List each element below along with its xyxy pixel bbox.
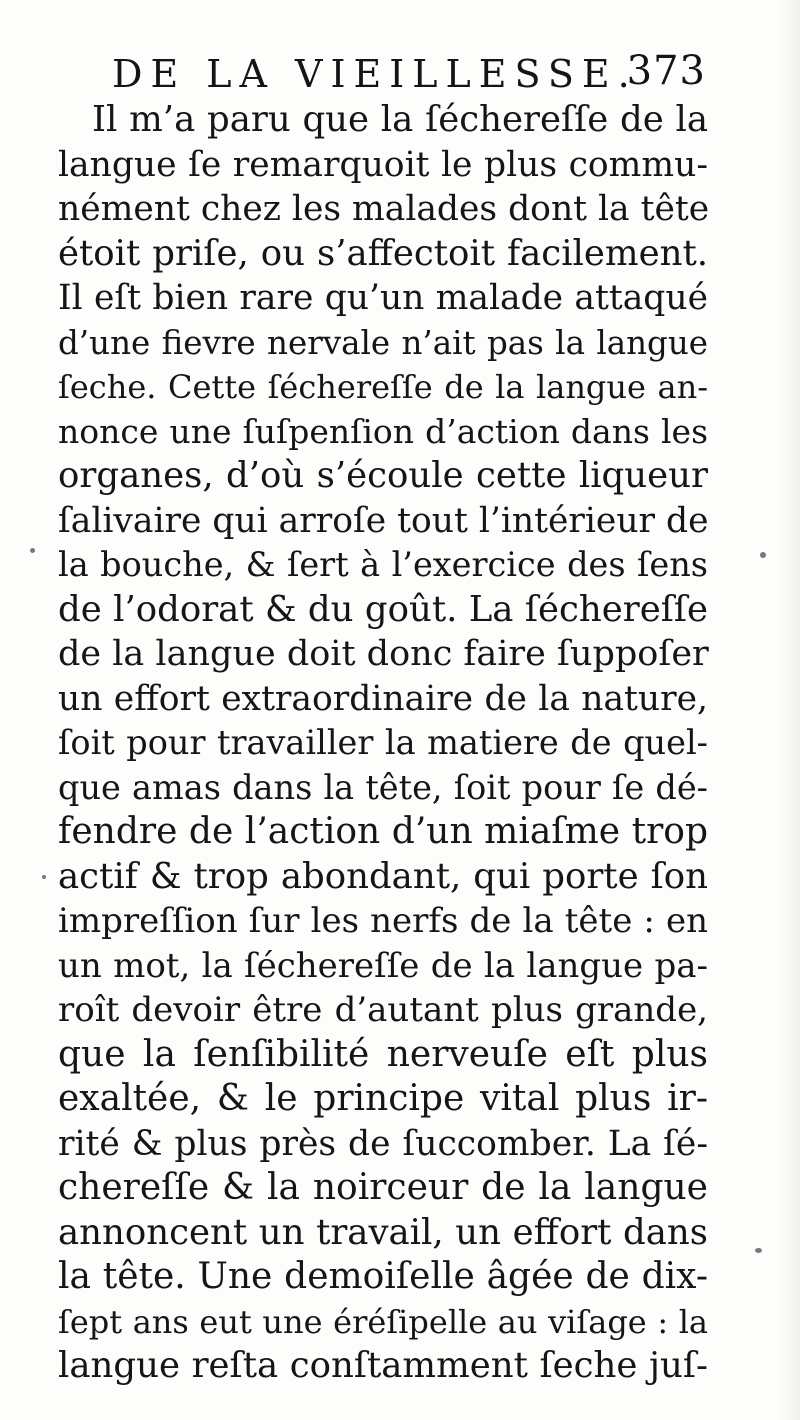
text-line: nément chez les malades dont la tête [58,189,710,229]
page-number: 373 [626,48,706,94]
running-title: DE LA VIEILLESSE. [112,52,638,96]
text-line: la bouche, & ſert à l’exercice des ſens [58,545,708,584]
text-line: organes, d’où s’écoule cette liqueur [58,455,708,496]
running-head [112,48,712,104]
text-line: Il eſt bien rare qu’un malade attaqué [58,278,708,318]
text-line: langue reſta conſtamment ſeche juſ- [58,1345,708,1386]
text-line: étoit priſe, ou s’affectoit facilement. [58,232,708,274]
text-line: un mot, la ſécherеſſe de la langue pa- [58,945,708,986]
text-line: ſoit pour travailler la matiere de quel- [58,723,708,762]
text-line: la tête. Une demoiſelle âgée de dix- [58,1256,708,1297]
text-line: ſalivaire qui arroſe tout l’intérieur de [58,500,709,541]
text-line: fendre de l’action d’un miaſme trop [58,811,708,852]
text-line: que la ſenſibilité nerveuſe eſt plus [58,1033,708,1075]
ink-speck [42,875,46,879]
text-line: ſept ans eut une éréſipelle au viſage : la [58,1302,708,1341]
text-line: de l’odorat & du goût. La ſécherеſſe [58,588,708,630]
text-line: que amas dans la tête, ſoit pour ſe dé- [58,767,708,807]
text-line: impreſſion ſur les nerfs de la tête : en [58,901,708,941]
text-line: un effort extraordinaire de la nature, [58,678,708,719]
text-line: exaltée, & le principe vital plus ir- [58,1078,708,1119]
text-line: cherеſſe & la noirceur de la langue [58,1167,708,1208]
text-line: de la langue doit donc faire ſuppoſer [58,634,709,674]
text-line: actif & trop abondant, qui porte ſon [58,855,708,897]
ink-speck [30,548,35,553]
text-line: nonce une ſuſpenſion d’action dans les [58,411,708,451]
body-text [58,98,708,1389]
text-line: langue ſe remarquoit le plus commu- [58,144,708,185]
text-line: ſeche. Cette ſécherеſſe de la langue an- [58,368,708,406]
text-line: rité & plus près de ſuccomber. La ſé- [58,1123,708,1164]
text-line: annoncent un travail, un effort dans [58,1211,708,1253]
ink-speck [755,1248,762,1253]
text-line: Il m’a paru que la ſécherеſſe de la [92,99,708,140]
text-line: d’une fievre nervale n’ait pas la langue [58,323,708,362]
page-edge-shadow [778,0,800,1420]
ink-speck [760,552,766,558]
text-line: roît devoir être d’autant plus grande, [58,990,708,1030]
